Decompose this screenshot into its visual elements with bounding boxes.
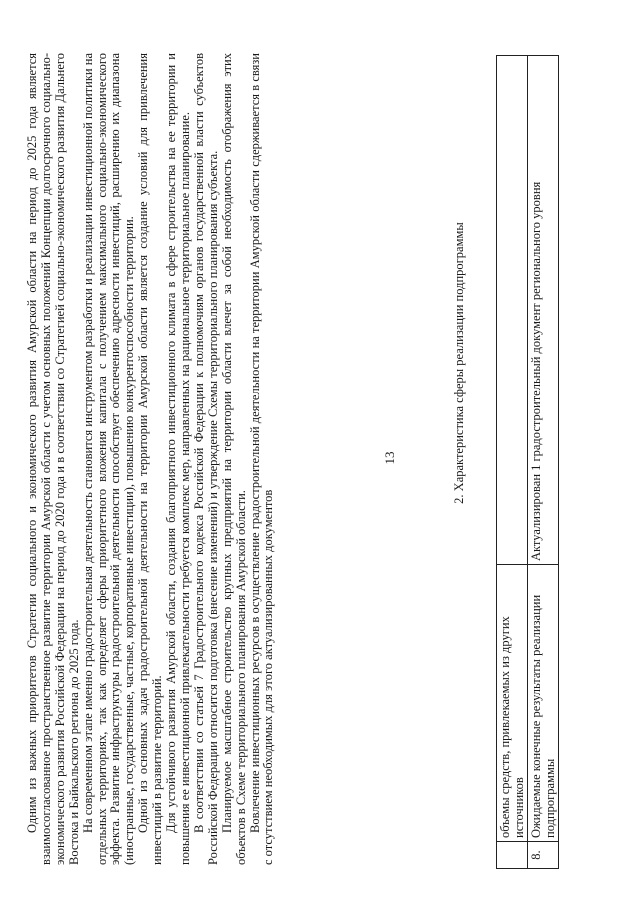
paragraph: Для устойчивого развития Амурской области, создания благоприятного инвестиционного климата в сфере строительства на ее территории и повышения ее инвестиционной привлекательности требуется комплекс мер, направленных на рациональное территориальное планирование. bbox=[164, 53, 192, 865]
row-value bbox=[497, 56, 528, 565]
page-number: 13 bbox=[382, 451, 397, 465]
paragraph: Одним из важных приоритетов Стратегии социального и экономического развития Амурской области на период до 2025 года является взаимосогласованное пространственное развитие территории Амурской области с учетом основных положений Концепции долгосрочного социально-экономического развития Российской Федерации на период до 2020 года и в соответствии со Стратегией социально-экономического развития Дальнего Востока и Байкальского региона до 2025 года. bbox=[25, 53, 81, 865]
passport-table bbox=[496, 55, 559, 869]
row-label: Ожидаемые конечные результаты реализации подпрограммы bbox=[528, 565, 559, 842]
row-number: 8. bbox=[528, 842, 559, 869]
paragraph: Планируемое масштабное строительство крупных предприятий на территории области влечет за собой необходимость отображения этих объектов в Схеме территориального планирования Амурской области. bbox=[219, 53, 248, 865]
row-label: объемы средств, привлекаемых из других источников bbox=[497, 565, 528, 842]
paragraph: В соответствии со статьей 7 Градостроительного кодекса Российской Федерации к полномочиям органов государственной власти субъектов Российской Федерации относится подготовка (внесение изменений) и утверждение Схемы территориального планирования субъекта. bbox=[191, 53, 220, 865]
section-heading: 2. Характеристика сферы реализации подпрограммы bbox=[452, 222, 466, 504]
rotated-content bbox=[10, 21, 630, 893]
table-row bbox=[497, 56, 528, 869]
paragraph: Вовлечение инвестиционных ресурсов в осуществление градостроительной деятельности на территории Амурской области сдерживается в связи с отсутствием необходимых для этого актуализированных документов bbox=[247, 53, 276, 865]
row-number bbox=[497, 842, 528, 869]
body-text bbox=[26, 53, 446, 865]
table-row bbox=[528, 56, 559, 869]
row-value: Актуализирован 1 градостроительный документ регионального уровня bbox=[528, 56, 559, 565]
paragraph: На современном этапе именно градостроительная деятельность становится инструментом разработки и реализации инвестиционной политики на отдельных территориях, так как определяет сферы приоритетного вложения капитала с получением максимального социально-экономического эффекта. Развитие инфраструктуры градостроительной деятельности способствует обеспечению адресности инвестиций, расширению их диапазона (иностранные, государственные, частные, корпоративные инвестиции), повышению конкурентоспособности территории. bbox=[80, 53, 137, 865]
paragraph: Одной из основных задач градостроительной деятельности на территории Амурской области является создание условий для привлечения инвестиций в развитие территорий. bbox=[136, 53, 165, 865]
